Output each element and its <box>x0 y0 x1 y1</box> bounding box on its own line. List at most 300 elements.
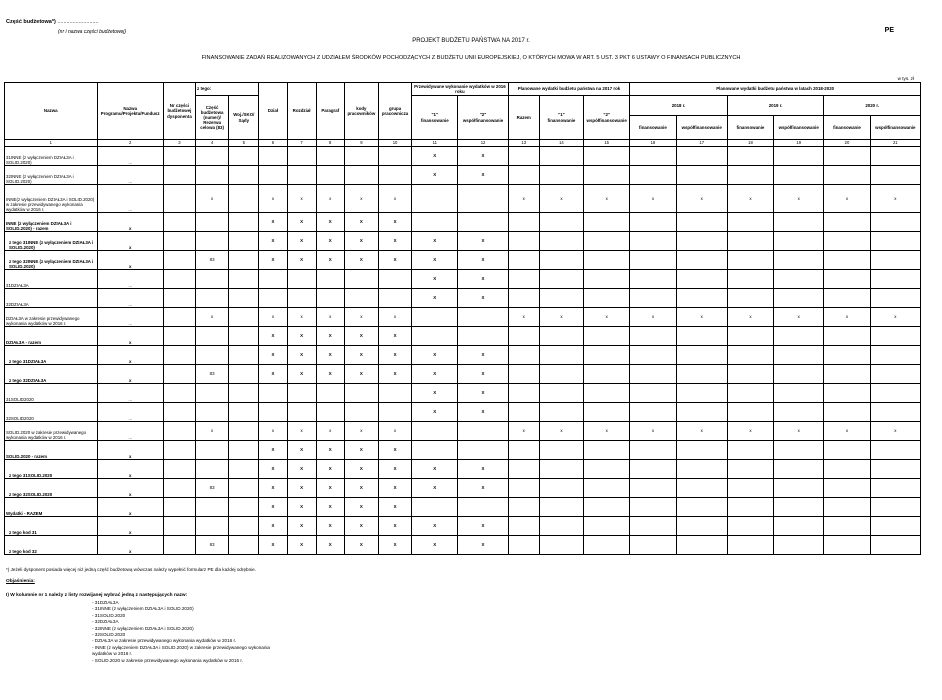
cell-col-5[interactable] <box>229 384 259 403</box>
row-program[interactable]: ... <box>97 166 163 185</box>
cell-col-9[interactable]: X <box>344 251 378 270</box>
cell-col-3[interactable] <box>163 185 195 213</box>
cell-col-21[interactable] <box>870 251 920 270</box>
cell-col-12[interactable] <box>458 308 508 327</box>
cell-col-15[interactable] <box>584 270 630 289</box>
row-name[interactable]: 31INNE (z wyłączeniem DZIAŁ3A i SOLID.2020) <box>5 147 98 166</box>
cell-col-15[interactable] <box>584 213 630 232</box>
cell-col-14[interactable] <box>539 479 583 498</box>
cell-col-19[interactable] <box>774 365 824 384</box>
cell-col-13[interactable]: x <box>508 185 539 213</box>
cell-col-10[interactable]: X <box>378 365 411 384</box>
cell-col-18[interactable] <box>727 270 773 289</box>
cell-col-18[interactable] <box>727 536 773 555</box>
cell-col-16[interactable] <box>630 441 676 460</box>
cell-col-15[interactable] <box>584 517 630 536</box>
cell-col-18[interactable]: x <box>727 422 773 441</box>
cell-col-3[interactable] <box>163 403 195 422</box>
row-name[interactable]: DZIAŁ3A - razem <box>5 327 98 346</box>
cell-col-9[interactable]: X <box>344 479 378 498</box>
cell-col-16[interactable] <box>630 384 676 403</box>
cell-col-16[interactable] <box>630 147 676 166</box>
cell-col-12[interactable]: X <box>458 536 508 555</box>
cell-col-13[interactable] <box>508 270 539 289</box>
cell-col-5[interactable] <box>229 517 259 536</box>
cell-col-17[interactable] <box>676 289 727 308</box>
cell-col-4[interactable] <box>196 346 229 365</box>
cell-col-4[interactable]: 83 <box>196 251 229 270</box>
cell-col-11[interactable]: X <box>412 403 458 422</box>
row-name[interactable]: z tego 32DZIAŁ3A <box>5 365 98 384</box>
cell-col-13[interactable] <box>508 232 539 251</box>
cell-col-7[interactable]: X <box>287 365 316 384</box>
cell-col-16[interactable]: x <box>630 185 676 213</box>
cell-col-18[interactable] <box>727 147 773 166</box>
cell-col-19[interactable] <box>774 166 824 185</box>
cell-col-11[interactable]: X <box>412 384 458 403</box>
cell-col-12[interactable]: X <box>458 384 508 403</box>
cell-col-9[interactable]: X <box>344 441 378 460</box>
cell-col-10[interactable] <box>378 384 411 403</box>
cell-col-12[interactable]: X <box>458 479 508 498</box>
cell-col-17[interactable] <box>676 232 727 251</box>
cell-col-12[interactable]: X <box>458 403 508 422</box>
cell-col-4[interactable] <box>196 460 229 479</box>
cell-col-6[interactable]: x <box>259 308 287 327</box>
cell-col-11[interactable]: X <box>412 479 458 498</box>
cell-col-16[interactable] <box>630 251 676 270</box>
cell-col-4[interactable] <box>196 327 229 346</box>
cell-col-17[interactable] <box>676 517 727 536</box>
cell-col-13[interactable] <box>508 147 539 166</box>
row-program[interactable]: ... <box>97 185 163 213</box>
cell-col-21[interactable] <box>870 232 920 251</box>
cell-col-16[interactable] <box>630 517 676 536</box>
cell-col-16[interactable] <box>630 346 676 365</box>
cell-col-11[interactable]: X <box>412 166 458 185</box>
cell-col-3[interactable] <box>163 460 195 479</box>
cell-col-3[interactable] <box>163 270 195 289</box>
cell-col-3[interactable] <box>163 147 195 166</box>
cell-col-21[interactable]: x <box>870 185 920 213</box>
cell-col-15[interactable] <box>584 289 630 308</box>
cell-col-7[interactable] <box>287 270 316 289</box>
cell-col-13[interactable]: x <box>508 308 539 327</box>
cell-col-3[interactable] <box>163 232 195 251</box>
cell-col-14[interactable] <box>539 251 583 270</box>
cell-col-12[interactable]: X <box>458 251 508 270</box>
cell-col-19[interactable] <box>774 147 824 166</box>
cell-col-20[interactable] <box>824 365 870 384</box>
cell-col-14[interactable] <box>539 460 583 479</box>
cell-col-18[interactable] <box>727 213 773 232</box>
cell-col-7[interactable]: X <box>287 232 316 251</box>
cell-col-3[interactable] <box>163 213 195 232</box>
cell-col-6[interactable]: X <box>259 460 287 479</box>
cell-col-19[interactable] <box>774 479 824 498</box>
cell-col-6[interactable]: X <box>259 517 287 536</box>
cell-col-5[interactable] <box>229 536 259 555</box>
cell-col-5[interactable] <box>229 422 259 441</box>
cell-col-15[interactable] <box>584 147 630 166</box>
cell-col-21[interactable] <box>870 346 920 365</box>
cell-col-18[interactable] <box>727 498 773 517</box>
row-program[interactable]: x <box>97 327 163 346</box>
cell-col-18[interactable] <box>727 166 773 185</box>
cell-col-5[interactable] <box>229 232 259 251</box>
row-program[interactable]: x <box>97 346 163 365</box>
cell-col-18[interactable]: x <box>727 185 773 213</box>
cell-col-11[interactable]: X <box>412 517 458 536</box>
cell-col-7[interactable]: X <box>287 517 316 536</box>
cell-col-9[interactable]: X <box>344 327 378 346</box>
cell-col-6[interactable] <box>259 270 287 289</box>
cell-col-10[interactable] <box>378 147 411 166</box>
cell-col-11[interactable]: X <box>412 536 458 555</box>
cell-col-9[interactable] <box>344 403 378 422</box>
cell-col-21[interactable] <box>870 403 920 422</box>
cell-col-6[interactable]: X <box>259 498 287 517</box>
cell-col-13[interactable] <box>508 403 539 422</box>
cell-col-6[interactable] <box>259 384 287 403</box>
cell-col-18[interactable] <box>727 346 773 365</box>
cell-col-20[interactable]: x <box>824 422 870 441</box>
cell-col-20[interactable] <box>824 270 870 289</box>
cell-col-21[interactable] <box>870 460 920 479</box>
cell-col-5[interactable] <box>229 441 259 460</box>
row-name[interactable]: INNE(z wyłączeniem DZIAŁ3A i SOLID.2020) w zakresie przewidywanego wykonania wydatków w 2016 r. <box>5 185 98 213</box>
cell-col-4[interactable] <box>196 441 229 460</box>
cell-col-11[interactable] <box>412 327 458 346</box>
cell-col-19[interactable] <box>774 213 824 232</box>
cell-col-17[interactable] <box>676 166 727 185</box>
cell-col-6[interactable] <box>259 403 287 422</box>
cell-col-7[interactable] <box>287 166 316 185</box>
cell-col-5[interactable] <box>229 251 259 270</box>
cell-col-5[interactable] <box>229 308 259 327</box>
cell-col-14[interactable] <box>539 498 583 517</box>
cell-col-9[interactable]: X <box>344 365 378 384</box>
cell-col-20[interactable] <box>824 479 870 498</box>
cell-col-21[interactable] <box>870 213 920 232</box>
cell-col-6[interactable]: X <box>259 213 287 232</box>
cell-col-13[interactable] <box>508 213 539 232</box>
cell-col-21[interactable] <box>870 536 920 555</box>
cell-col-8[interactable]: X <box>316 460 344 479</box>
row-name[interactable]: DZIAŁ3A w zakresie przewidywanego wykonania wydatków w 2016 r. <box>5 308 98 327</box>
cell-col-10[interactable]: X <box>378 213 411 232</box>
cell-col-19[interactable] <box>774 536 824 555</box>
cell-col-21[interactable] <box>870 327 920 346</box>
cell-col-15[interactable] <box>584 327 630 346</box>
cell-col-8[interactable]: X <box>316 479 344 498</box>
cell-col-12[interactable] <box>458 185 508 213</box>
cell-col-17[interactable] <box>676 536 727 555</box>
cell-col-18[interactable] <box>727 251 773 270</box>
cell-col-7[interactable]: x <box>287 422 316 441</box>
cell-col-15[interactable] <box>584 403 630 422</box>
cell-col-15[interactable] <box>584 460 630 479</box>
row-name[interactable]: z tego kod 31 <box>5 517 98 536</box>
cell-col-14[interactable] <box>539 536 583 555</box>
cell-col-20[interactable] <box>824 289 870 308</box>
cell-col-6[interactable]: X <box>259 232 287 251</box>
row-program[interactable]: ... <box>97 308 163 327</box>
cell-col-20[interactable]: x <box>824 185 870 213</box>
cell-col-11[interactable]: X <box>412 460 458 479</box>
cell-col-7[interactable]: X <box>287 327 316 346</box>
cell-col-8[interactable]: X <box>316 251 344 270</box>
cell-col-7[interactable] <box>287 403 316 422</box>
cell-col-4[interactable] <box>196 498 229 517</box>
cell-col-8[interactable]: X <box>316 536 344 555</box>
cell-col-10[interactable] <box>378 403 411 422</box>
cell-col-11[interactable] <box>412 422 458 441</box>
cell-col-21[interactable] <box>870 479 920 498</box>
cell-col-12[interactable]: X <box>458 460 508 479</box>
cell-col-5[interactable] <box>229 289 259 308</box>
cell-col-16[interactable] <box>630 232 676 251</box>
cell-col-6[interactable] <box>259 289 287 308</box>
cell-col-9[interactable] <box>344 270 378 289</box>
cell-col-5[interactable] <box>229 479 259 498</box>
cell-col-20[interactable] <box>824 166 870 185</box>
cell-col-4[interactable] <box>196 232 229 251</box>
cell-col-17[interactable] <box>676 403 727 422</box>
cell-col-13[interactable] <box>508 498 539 517</box>
row-name[interactable]: INNE (z wyłączeniem DZIAŁ3A i SOLID.2020) - razem <box>5 213 98 232</box>
cell-col-12[interactable]: X <box>458 270 508 289</box>
cell-col-19[interactable] <box>774 403 824 422</box>
cell-col-4[interactable] <box>196 270 229 289</box>
cell-col-10[interactable]: x <box>378 422 411 441</box>
cell-col-3[interactable] <box>163 479 195 498</box>
cell-col-17[interactable] <box>676 365 727 384</box>
cell-col-18[interactable] <box>727 517 773 536</box>
cell-col-14[interactable] <box>539 289 583 308</box>
cell-col-17[interactable] <box>676 460 727 479</box>
cell-col-20[interactable] <box>824 232 870 251</box>
cell-col-3[interactable] <box>163 327 195 346</box>
cell-col-19[interactable] <box>774 270 824 289</box>
cell-col-16[interactable] <box>630 365 676 384</box>
cell-col-21[interactable] <box>870 498 920 517</box>
cell-col-8[interactable]: X <box>316 232 344 251</box>
cell-col-8[interactable] <box>316 147 344 166</box>
cell-col-9[interactable]: X <box>344 536 378 555</box>
cell-col-8[interactable] <box>316 166 344 185</box>
cell-col-4[interactable]: x <box>196 185 229 213</box>
cell-col-13[interactable] <box>508 536 539 555</box>
cell-col-6[interactable]: X <box>259 365 287 384</box>
row-program[interactable]: x <box>97 460 163 479</box>
cell-col-19[interactable]: x <box>774 308 824 327</box>
cell-col-15[interactable] <box>584 365 630 384</box>
cell-col-8[interactable]: X <box>316 346 344 365</box>
cell-col-12[interactable] <box>458 422 508 441</box>
row-program[interactable]: x <box>97 365 163 384</box>
row-program[interactable]: ... <box>97 147 163 166</box>
cell-col-10[interactable]: X <box>378 479 411 498</box>
cell-col-17[interactable] <box>676 270 727 289</box>
cell-col-14[interactable] <box>539 270 583 289</box>
cell-col-18[interactable] <box>727 403 773 422</box>
row-program[interactable]: x <box>97 441 163 460</box>
cell-col-6[interactable]: X <box>259 251 287 270</box>
cell-col-19[interactable] <box>774 460 824 479</box>
cell-col-21[interactable] <box>870 147 920 166</box>
cell-col-18[interactable] <box>727 479 773 498</box>
cell-col-15[interactable] <box>584 384 630 403</box>
cell-col-21[interactable] <box>870 289 920 308</box>
cell-col-4[interactable] <box>196 384 229 403</box>
cell-col-11[interactable]: X <box>412 147 458 166</box>
cell-col-19[interactable] <box>774 517 824 536</box>
cell-col-17[interactable] <box>676 147 727 166</box>
cell-col-19[interactable] <box>774 251 824 270</box>
cell-col-19[interactable] <box>774 384 824 403</box>
row-program[interactable]: x <box>97 232 163 251</box>
cell-col-16[interactable]: x <box>630 422 676 441</box>
cell-col-11[interactable]: X <box>412 365 458 384</box>
cell-col-9[interactable] <box>344 289 378 308</box>
cell-col-8[interactable]: X <box>316 498 344 517</box>
row-program[interactable]: x <box>97 251 163 270</box>
cell-col-20[interactable] <box>824 346 870 365</box>
row-name[interactable]: SOLID.2020 - razem <box>5 441 98 460</box>
cell-col-21[interactable] <box>870 270 920 289</box>
cell-col-3[interactable] <box>163 365 195 384</box>
cell-col-10[interactable]: X <box>378 251 411 270</box>
row-name[interactable]: 31DZIAŁ3A <box>5 270 98 289</box>
row-program[interactable]: x <box>97 536 163 555</box>
cell-col-14[interactable] <box>539 384 583 403</box>
cell-col-8[interactable]: X <box>316 365 344 384</box>
row-name[interactable]: SOLID.2020 w zakresie przewidywanego wykonania wydatków w 2016 r. <box>5 422 98 441</box>
row-program[interactable]: ... <box>97 422 163 441</box>
cell-col-5[interactable] <box>229 213 259 232</box>
budget-part-dots[interactable]: ........................... <box>57 19 99 25</box>
cell-col-8[interactable] <box>316 403 344 422</box>
cell-col-3[interactable] <box>163 308 195 327</box>
cell-col-14[interactable] <box>539 147 583 166</box>
cell-col-20[interactable] <box>824 213 870 232</box>
row-name[interactable]: Wydatki - RAZEM <box>5 498 98 517</box>
row-program[interactable]: ... <box>97 384 163 403</box>
cell-col-4[interactable]: 83 <box>196 536 229 555</box>
cell-col-10[interactable]: X <box>378 346 411 365</box>
cell-col-6[interactable]: X <box>259 327 287 346</box>
cell-col-7[interactable]: X <box>287 251 316 270</box>
cell-col-14[interactable] <box>539 365 583 384</box>
row-name[interactable]: 31SOLID2020 <box>5 384 98 403</box>
cell-col-8[interactable]: X <box>316 441 344 460</box>
cell-col-16[interactable] <box>630 536 676 555</box>
cell-col-12[interactable]: X <box>458 232 508 251</box>
cell-col-7[interactable] <box>287 384 316 403</box>
cell-col-14[interactable] <box>539 403 583 422</box>
cell-col-15[interactable] <box>584 166 630 185</box>
row-program[interactable]: x <box>97 517 163 536</box>
cell-col-21[interactable] <box>870 441 920 460</box>
cell-col-13[interactable] <box>508 384 539 403</box>
cell-col-21[interactable] <box>870 384 920 403</box>
cell-col-11[interactable] <box>412 498 458 517</box>
cell-col-14[interactable] <box>539 213 583 232</box>
cell-col-12[interactable]: X <box>458 346 508 365</box>
cell-col-16[interactable] <box>630 460 676 479</box>
cell-col-3[interactable] <box>163 251 195 270</box>
cell-col-9[interactable]: x <box>344 185 378 213</box>
cell-col-5[interactable] <box>229 270 259 289</box>
cell-col-4[interactable] <box>196 166 229 185</box>
cell-col-10[interactable]: X <box>378 460 411 479</box>
cell-col-10[interactable]: x <box>378 185 411 213</box>
cell-col-20[interactable] <box>824 384 870 403</box>
cell-col-6[interactable]: X <box>259 346 287 365</box>
cell-col-10[interactable] <box>378 289 411 308</box>
cell-col-7[interactable]: X <box>287 479 316 498</box>
cell-col-13[interactable] <box>508 327 539 346</box>
cell-col-17[interactable] <box>676 213 727 232</box>
cell-col-3[interactable] <box>163 536 195 555</box>
cell-col-19[interactable]: x <box>774 185 824 213</box>
cell-col-9[interactable]: x <box>344 422 378 441</box>
cell-col-5[interactable] <box>229 365 259 384</box>
cell-col-8[interactable]: x <box>316 422 344 441</box>
cell-col-17[interactable] <box>676 251 727 270</box>
cell-col-12[interactable]: X <box>458 166 508 185</box>
cell-col-3[interactable] <box>163 422 195 441</box>
cell-col-13[interactable] <box>508 460 539 479</box>
cell-col-14[interactable] <box>539 327 583 346</box>
cell-col-15[interactable]: x <box>584 422 630 441</box>
cell-col-13[interactable] <box>508 479 539 498</box>
cell-col-16[interactable] <box>630 289 676 308</box>
cell-col-17[interactable] <box>676 384 727 403</box>
cell-col-8[interactable] <box>316 270 344 289</box>
cell-col-10[interactable]: X <box>378 441 411 460</box>
cell-col-17[interactable] <box>676 346 727 365</box>
cell-col-16[interactable]: x <box>630 308 676 327</box>
cell-col-5[interactable] <box>229 166 259 185</box>
cell-col-4[interactable]: 83 <box>196 479 229 498</box>
cell-col-11[interactable] <box>412 213 458 232</box>
row-program[interactable]: x <box>97 213 163 232</box>
cell-col-10[interactable] <box>378 166 411 185</box>
cell-col-4[interactable]: x <box>196 308 229 327</box>
cell-col-7[interactable]: X <box>287 441 316 460</box>
row-name[interactable]: 32SOLID2020 <box>5 403 98 422</box>
cell-col-17[interactable] <box>676 479 727 498</box>
cell-col-15[interactable] <box>584 251 630 270</box>
cell-col-4[interactable] <box>196 517 229 536</box>
row-program[interactable]: ... <box>97 403 163 422</box>
cell-col-12[interactable] <box>458 498 508 517</box>
cell-col-14[interactable]: x <box>539 422 583 441</box>
cell-col-5[interactable] <box>229 403 259 422</box>
row-name[interactable]: z tego 31SOLID.2020 <box>5 460 98 479</box>
cell-col-13[interactable] <box>508 365 539 384</box>
cell-col-15[interactable]: x <box>584 308 630 327</box>
cell-col-8[interactable]: X <box>316 327 344 346</box>
cell-col-3[interactable] <box>163 441 195 460</box>
cell-col-20[interactable] <box>824 327 870 346</box>
cell-col-21[interactable] <box>870 365 920 384</box>
cell-col-10[interactable]: X <box>378 536 411 555</box>
cell-col-8[interactable] <box>316 384 344 403</box>
cell-col-18[interactable] <box>727 384 773 403</box>
